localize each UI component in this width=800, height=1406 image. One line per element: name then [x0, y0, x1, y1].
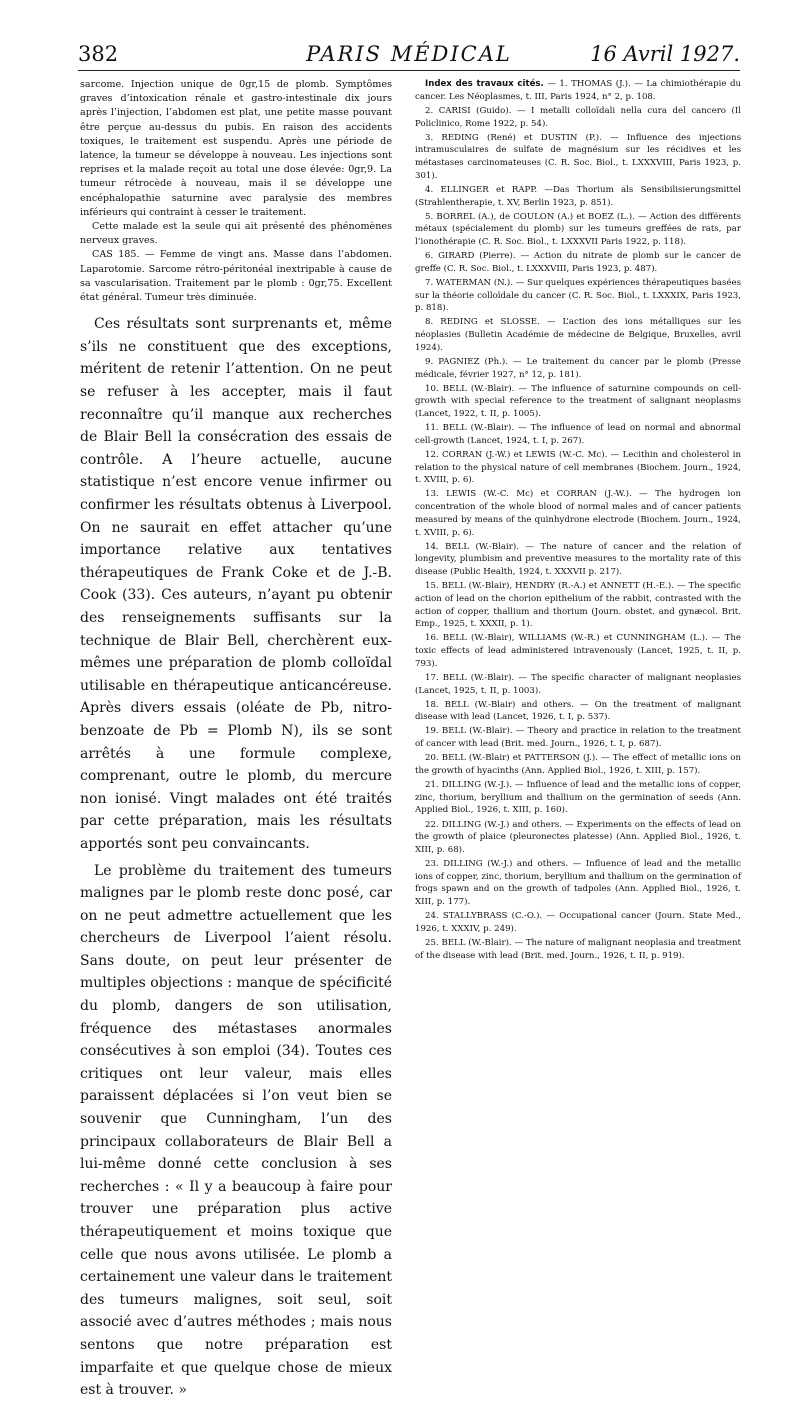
reference-item: 16. BELL (W.-Blair), WILLIAMS (W.-R.) et CUNNINGHAM (L.). — The toxic effects of lead administered intravenously (Lancet, 1925, t. II, p. 793). — [415, 633, 741, 669]
right-column — [415, 78, 741, 964]
case-paragraph: Cette malade est la seule qui ait présenté des phénomènes nerveux graves. — [80, 221, 392, 247]
reference-item: 24. STALLYBRASS (C.-O.). — Occupational cancer (Journ. State Med., 1926, t. XXXIV, p. 249). — [415, 911, 741, 934]
issue-date: 16 Avril 1927. — [590, 42, 740, 66]
reference-item: 21. DILLING (W.-J.). — Influence of lead and the metallic ions of copper, zinc, thorium, beryllium and thallium on the germination of seeds (Ann. Applied Biol., 1926, t. XIII, p. 160). — [415, 780, 741, 816]
references-list — [415, 78, 741, 962]
reference-item: 14. BELL (W.-Blair). — The nature of cancer and the relation of longevity, plumbism and preventive measures to the mortality rate of this disease (Public Health, 1924, t. XXXVII p. 217). — [415, 541, 741, 578]
reference-item: 25. BELL (W.-Blair). — The nature of malignant neoplasia and treatment of the disease with lead (Brit. med. Journ., 1926, t. II, p. 919). — [415, 938, 741, 961]
reference-item: 11. BELL (W.-Blair). — The influence of lead on normal and abnormal cell-growth (Lancet, 1924, t. I, p. 267). — [415, 423, 741, 446]
reference-item: 8. REDING et SLOSSE. — L’action des ions métalliques sur les néoplasies (Bulletin Académie de médecine de Belgique, Bruxelles, avril 1924). — [415, 317, 741, 353]
reference-item: 6. GIRARD (Pierre). — Action du nitrate de plomb sur le cancer de greffe (C. R. Soc. Biol., t. LXXXVIII, Paris 1923, p. 487). — [415, 251, 741, 274]
reference-item: 23. DILLING (W.-J.) and others. — Influence of lead and the metallic ions of copper, zinc, thorium, beryllium and thallium on the germination of frogs spawn and on the growth of tadpoles (Ann. Applied Biol., 1926, t. XIII, p. 177). — [415, 859, 742, 908]
reference-item: 4. ELLINGER et RAPP. —Das Thorium als Sensibilisierungsmittel (Strahlentherapie, t. XV, Berlin 1923, p. 851). — [415, 184, 741, 208]
page-header — [78, 38, 740, 78]
header-rule — [78, 70, 740, 71]
reference-item: 20. BELL (W.-Blair) et PATTERSON (J.). — The effect of metallic ions on the growth of hyacinths (Ann. Applied Biol., 1926, t. XIII, p. 157). — [415, 753, 741, 776]
reference-item: 3. REDING (René) et DUSTIN (P.). — Influence des injections intramusculaires de sulfate de magnésium sur les récidives et les métastases carcinomateuses (C. R. Soc. Biol., t. LXXXVIII, Paris 1923, p. 301). — [415, 132, 741, 181]
reference-text: — 1. THOMAS (J.). — La chimiothérapie du cancer. Les Néoplasmes, t. III, Paris 1924, n° 2, p. 108. — [415, 79, 742, 102]
reference-item: 2. CARISI (Guido). — I metalli colloïdali nella cura del cancero (Il Policlinico, Rome 1922, p. 54). — [415, 105, 741, 129]
reference-item: 18. BELL (W.-Blair) and others. — On the treatment of malignant disease with lead (Lancet, 1926, t. I, p. 537). — [415, 699, 741, 723]
reference-item: 13. LEWIS (W.-C. Mc) et CORRAN (J.-W.). — The hydrogen ion concentration of the whole blood of normal males and of cancer patients measured by means of the quinhydrone electrode (Biochem. Journ., 1924, t. XVIII, p. 6). — [415, 489, 741, 538]
body-paragraph: Ces résultats sont surprenants et, même s’ils ne constituent que des exceptions, méritent de retenir l’attention. On ne peut se refuser à les accepter, mais il faut reconnaître qu’il manque aux recherches de Blair Bell la consécration des essais de contrôle. A l’heure actuelle, aucune statistique n’est encore venue infirmer ou confirmer les résultats obtenus à Liverpool. On ne saurait en effet attacher qu’une importance relative aux tentatives thérapeutiques de Frank Coke et de J.-B. Cook (33). Ces auteurs, n’ayant pu obtenir des renseignements suffisants sur la technique de Blair Bell, cherchèrent eux-mêmes une préparation de plomb colloïdal utilisable en thérapeutique anticancéreuse. Après divers essais (oléate de Pb, nitro-benzoate de Pb = Plomb N), ils se sont arrêtés à une formule complexe, comprenant, outre le plomb, du mercure non ionisé. Vingt malades ont été traités par cette préparation, mais les résultats apportés sont peu convaincants. — [80, 316, 392, 852]
body-paragraph: Le problème du traitement des tumeurs malignes par le plomb reste donc posé, car on ne peut admettre actuellement que les chercheurs de Liverpool l’aient résolu. Sans doute, on peut leur présenter de multiples objections : manque de spécificité du plomb, dangers de son utilisation, fréquence des métastases anormales consécutives à son emploi (34). Toutes ces critiques ont leur valeur, mais elles paraissent déplacées si l’on veut bien se souvenir que Cunningham, l’un des principaux collaborateurs de Blair Bell a lui-même donné cette conclusion à ses recherches : « Il y a beaucoup à faire pour trouver une préparation plus active thérapeutiquement et moins toxique que celle que nous avons utilisée. Le plomb a certainement une valeur dans le traitement des tumeurs malignes, soit seul, soit associé avec d’autres méthodes ; mais nous sentons que notre préparation est imparfaite et que quelque chose de mieux est à trouver. » — [80, 862, 392, 1399]
left-column — [80, 78, 392, 1406]
reference-item: 12. CORRAN (J.-W.) et LEWIS (W.-C. Mc). — Lecithin and cholesterol in relation to the physical nature of cell membranes (Biochem. Journ., 1924, t. XVIII, p. 6). — [415, 449, 741, 486]
case-reports — [80, 78, 392, 305]
reference-item: 5. BORREL (A.), de COULON (A.) et BOEZ (L.). — Action des différents métaux (spécialement du plomb) sur les tumeurs greffées de rats, par l’ionothérapie (C. R. Soc. Biol., t. LXXXVII Paris 1922, p. 118). — [415, 211, 741, 247]
reference-item: 17. BELL (W.-Blair). — The specific character of malignant neoplasies (Lancet, 1925, t. II, p. 1003). — [415, 672, 741, 696]
reference-item: 10. BELL (W.-Blair). — The influence of saturnine compounds on cell-growth with special reference to the treatment of salignant neoplasms (Lancet, 1922, t. II, p. 1005). — [415, 383, 741, 420]
index-heading: Index des travaux cités. — [425, 79, 544, 89]
page-number: 382 — [78, 42, 119, 66]
reference-item — [415, 78, 741, 103]
journal-title: PARIS MÉDICAL — [306, 42, 512, 66]
reference-item: 9. PAGNIEZ (Ph.). — Le traitement du cancer par le plomb (Presse médicale, février 1927, n° 12, p. 181). — [415, 356, 741, 380]
reference-item: 19. BELL (W.-Blair). — Theory and practice in relation to the treatment of cancer with lead (Brit. med. Journ., 1926, t. I, p. 687). — [415, 726, 741, 750]
case-paragraph: sarcome. Injection unique de 0gr,15 de plomb. Symptômes graves d’intoxication rénale et gastro-intestinale dix jours après l’injection, l’abdomen est plat, une petite masse pouvant être perçue au-dessus du pubis. En raison des accidents toxiques, le traitement est suspendu. Après une période de latence, la tumeur se développe à nouveau. Les injections sont reprises et la malade reçoit au total une dose élevée: 0gr,9. La tumeur rétrocède à nouveau, mais il se développe une encéphalopathie saturnine avec paralysie des membres inférieurs qui contraint à cesser le traitement. — [80, 79, 392, 218]
body-text — [80, 313, 392, 1402]
reference-item: 7. WATERMAN (N.). — Sur quelques expériences thérapeutiques basées sur la théorie colloïdale du cancer (C. R. Soc. Biol., t. LXXXIX, Paris 1923, p. 818). — [415, 277, 741, 314]
reference-item: 15. BELL (W.-Blair), HENDRY (R.-A.) et ANNETT (H.-E.). — The specific action of lead on the chorion epithelium of the rabbit, contrasted with the action of copper, thallium and thorium (Journ. obstet. and gynæcol. Brit. Emp., 1925, t. XXXII, p. 1). — [415, 581, 741, 630]
reference-item: 22. DILLING (W.-J.) and others. — Experiments on the effects of lead on the growth of plaice (pleuronectes platesse) (Ann. Applied Biol., 1926, t. XIII, p. 68). — [415, 819, 741, 855]
case-paragraph: CAS 185. — Femme de vingt ans. Masse dans l’abdomen. Laparotomie. Sarcome rétro-péritonéal inextripable à cause de sa vascularisation. Traitement par le plomb : 0gr,75. Excellent état général. Tumeur très diminuée. — [80, 249, 392, 304]
